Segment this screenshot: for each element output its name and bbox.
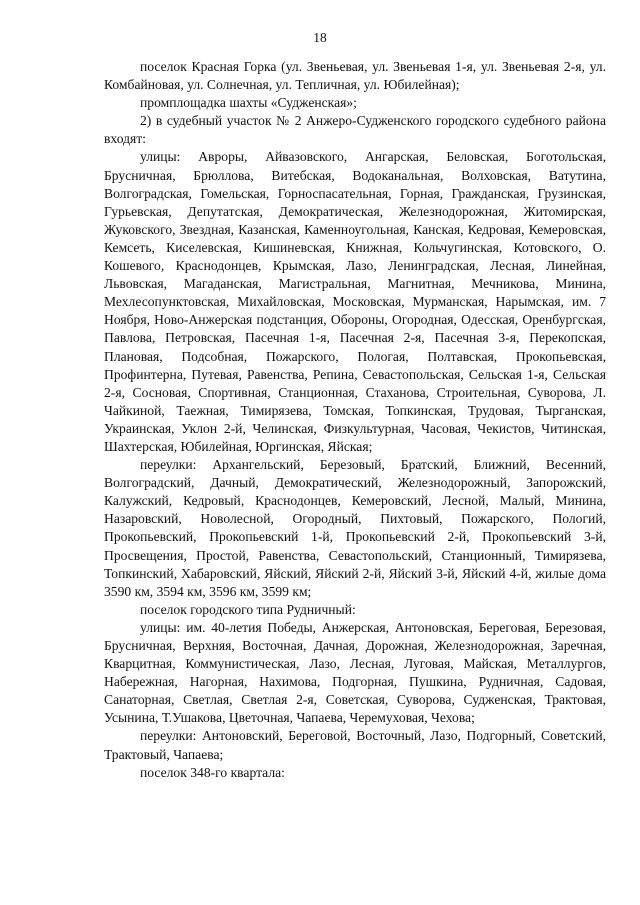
paragraph-kvartal-348-heading: поселок 348-го квартала: — [140, 764, 285, 780]
page-number: 18 — [313, 30, 327, 45]
paragraph-rudnichny-heading: поселок городского типа Рудничный: — [140, 601, 356, 617]
paragraph-lanes-list: переулки: Архангельский, Березовый, Братский, Ближний, Весенний, Волгоградский, Дачный, Демократический, Железнодорожный, Запорожский, Калужский, Кедровый, Краснодонцев, Кемеровский, Лесной, Малый, Минина, Назаровский, Новолесной, Огородный, Пихтовый, Пожарского, Пологий, Прокопьевский, Прокопьевский 1-й, Прокопьевский 2-й, Прокопьевский 3-й, Просвещения, Простой, Равенства, Севастопольский, Станционный, Тимирязева, Топкинский, Хабаровский, Яйский, Яйский 2-й, Яйский 3-й, Яйский 4-й, жилые дома 3590 км, 3594 км, 3596 км, 3599 км; — [104, 457, 606, 599]
paragraph-rudnichny-streets: улицы: им. 40-летия Победы, Анжерская, Антоновская, Береговая, Березовая, Брусничная, Верхняя, Восточная, Дачная, Дорожная, Железнодорожная, Заречная, Кварцитная, Коммунистическая, Лазо, Лесная, Луговая, Майская, Металлургов, Набережная, Нагорная, Нахимова, Подгорная, Пушкина, Рудничная, Садовая, Санаторная, Светлая, Светлая 2-я, Советская, Суворова, Судженская, Трактовая, Усынина, Т.Ушакова, Цветочная, Чапаева, Черемуховая, Чехова; — [104, 619, 606, 726]
paragraph-krasnaya-gorka: поселок Красная Горка (ул. Звеньевая, ул. Звеньевая 1-я, ул. Звеньевая 2-я, ул. Комбайновая, ул. Солнечная, ул. Тепличная, ул. Юбилейная); — [104, 59, 606, 93]
document-body — [104, 58, 606, 782]
paragraph-section-2-heading: 2) в судебный участок № 2 Анжеро-Судженского городского судебного района входят: — [104, 113, 606, 147]
paragraph-streets-list: улицы: Авроры, Айвазовского, Ангарская, Беловская, Боготольская, Брусничная, Брюллова, Витебская, Водоканальная, Волховская, Ватутина, Волгоградская, Гомельская, Горноспасательная, Горная, Гражданская, Грузинская, Гурьевская, Депутатская, Демократическая, Железнодорожная, Житомирская, Жуковского, Звездная, Казанская, Каменноугольная, Канская, Кедровая, Кемеровская, Кемсеть, Киселевская, Кишиневская, Книжная, Кольчугинская, Котовского, О. Кошевого, Краснодонцев, Крымская, Лазо, Ленинградская, Лесная, Линейная, Львовская, Магаданская, Магистральная, Магнитная, Мечникова, Минина, Мехлесопунктовская, Михайловская, Московская, Мурманская, Нарымская, им. 7 Ноября, Ново-Анжерская подстанция, Обороны, Огородная, Одесская, Оренбургская, Павлова, Петровская, Пасечная 1-я, Пасечная 2-я, Пасечная 3-я, Перекопская, Плановая, Подсобная, Пожарского, Пологая, Полтавская, Прокопьевская, Профинтерна, Путевая, Равенства, Репина, Севастопольская, Сельская 1-я, Сельская 2-я, Сосновая, Спортивная, Станционная, Стаханова, Строительная, Суворова, Л. Чайкиной, Таежная, Тимирязева, Томская, Топкинская, Трудовая, Тырганская, Украинская, Уклон 2-й, Челинская, Физкультурная, Часовая, Чекистов, Читинская, Шахтерская, Юбилейная, Юргинская, Яйская; — [104, 149, 606, 454]
paragraph-rudnichny-lanes: переулки: Антоновский, Береговой, Восточный, Лазо, Подгорный, Советский, Трактовый, Чапаева; — [104, 728, 606, 762]
paragraph-promploshchadka: промплощадка шахты «Судженская»; — [140, 95, 357, 111]
